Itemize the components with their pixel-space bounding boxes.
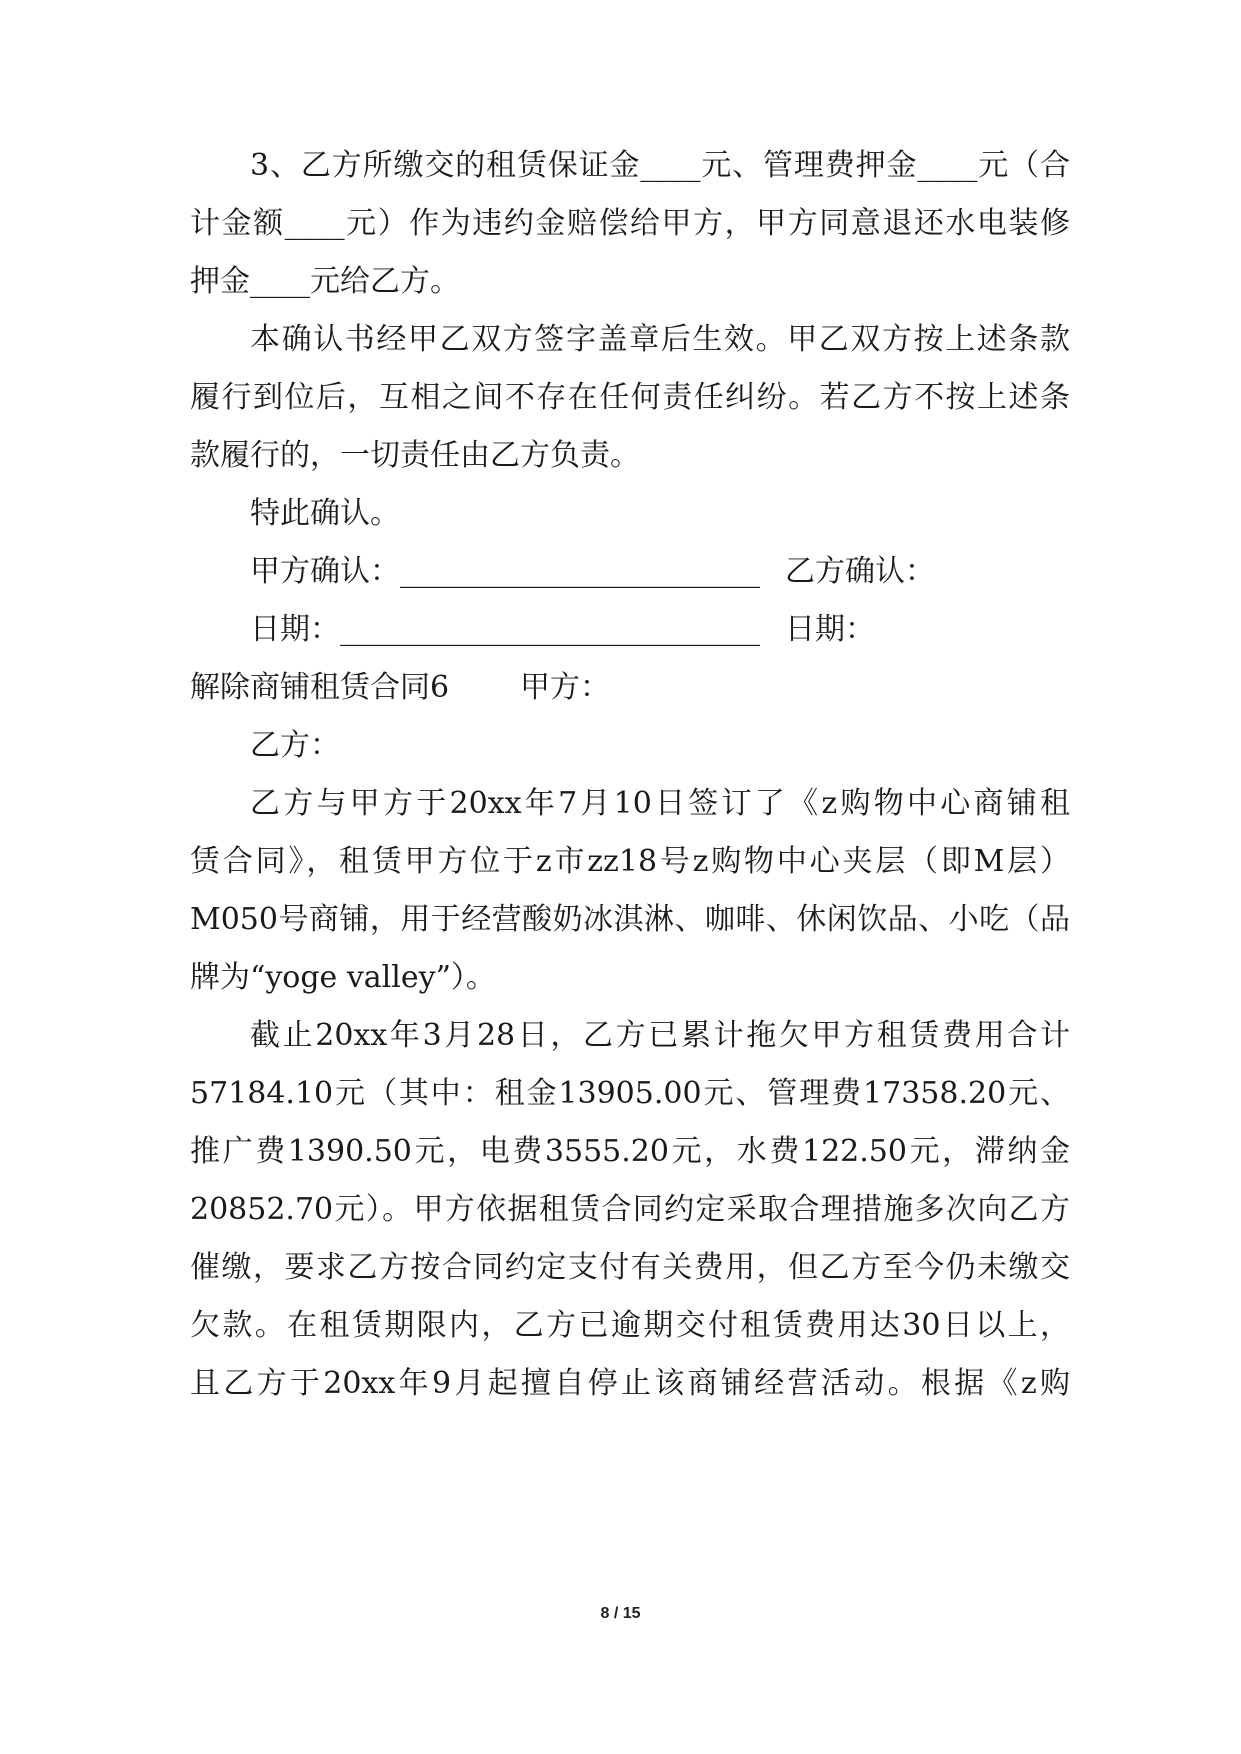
body-line: 57184.10元（其中：租金13905.00元、管理费17358.20元、	[190, 1076, 1070, 1111]
body-line: 乙方与甲方于20xx年7月10日签订了《z购物中心商铺租	[250, 786, 1070, 821]
party-a-confirm-label: 甲方确认：	[250, 554, 400, 589]
section-party-a: 甲方：	[520, 670, 610, 705]
section-party-b: 乙方：	[250, 728, 340, 763]
confirmation-text: 特此确认。	[250, 496, 400, 531]
date-a-line: ____________________________	[340, 612, 760, 647]
body-line: 欠款。在租赁期限内，乙方已逾期交付租赁费用达30日以上，	[190, 1308, 1070, 1343]
party-a-signature-line: ________________________	[400, 554, 760, 589]
page-number: 8 / 15	[600, 1605, 641, 1622]
body-line: 牌为“yoge valley”）。	[190, 960, 496, 995]
body-line: 且乙方于20xx年9月起擅自停止该商铺经营活动。根据《z购	[190, 1366, 1070, 1401]
paragraph-line: 计金额____元）作为违约金赔偿给甲方，甲方同意退还水电装修	[190, 206, 1070, 241]
party-b-confirm-label: 乙方确认：	[785, 554, 935, 589]
section-title: 解除商铺租赁合同6	[190, 670, 450, 705]
body-line: 截止20xx年3月28日，乙方已累计拖欠甲方租赁费用合计	[250, 1018, 1070, 1053]
body-line: 催缴，要求乙方按合同约定支付有关费用，但乙方至今仍未缴交	[190, 1250, 1070, 1285]
body-line: 推广费1390.50元，电费3555.20元，水费122.50元，滞纳金	[190, 1134, 1070, 1169]
date-b-label: 日期：	[785, 612, 875, 647]
paragraph-line: 款履行的，一切责任由乙方负责。	[190, 438, 640, 473]
body-line: M050号商铺，用于经营酸奶冰淇淋、咖啡、休闲饮品、小吃（品	[190, 902, 1070, 937]
body-line: 赁合同》，租赁甲方位于z市zz18号z购物中心夹层（即M层）	[190, 844, 1070, 879]
date-a-label: 日期：	[250, 612, 340, 647]
paragraph-line: 押金____元给乙方。	[190, 264, 460, 299]
paragraph-line: 本确认书经甲乙双方签字盖章后生效。甲乙双方按上述条款	[250, 322, 1070, 357]
paragraph-line: 3、乙方所缴交的租赁保证金____元、管理费押金____元（合	[250, 148, 1070, 183]
paragraph-line: 履行到位后，互相之间不存在任何责任纠纷。若乙方不按上述条	[190, 380, 1070, 415]
body-line: 20852.70元）。甲方依据租赁合同约定采取合理措施多次向乙方	[190, 1192, 1070, 1227]
